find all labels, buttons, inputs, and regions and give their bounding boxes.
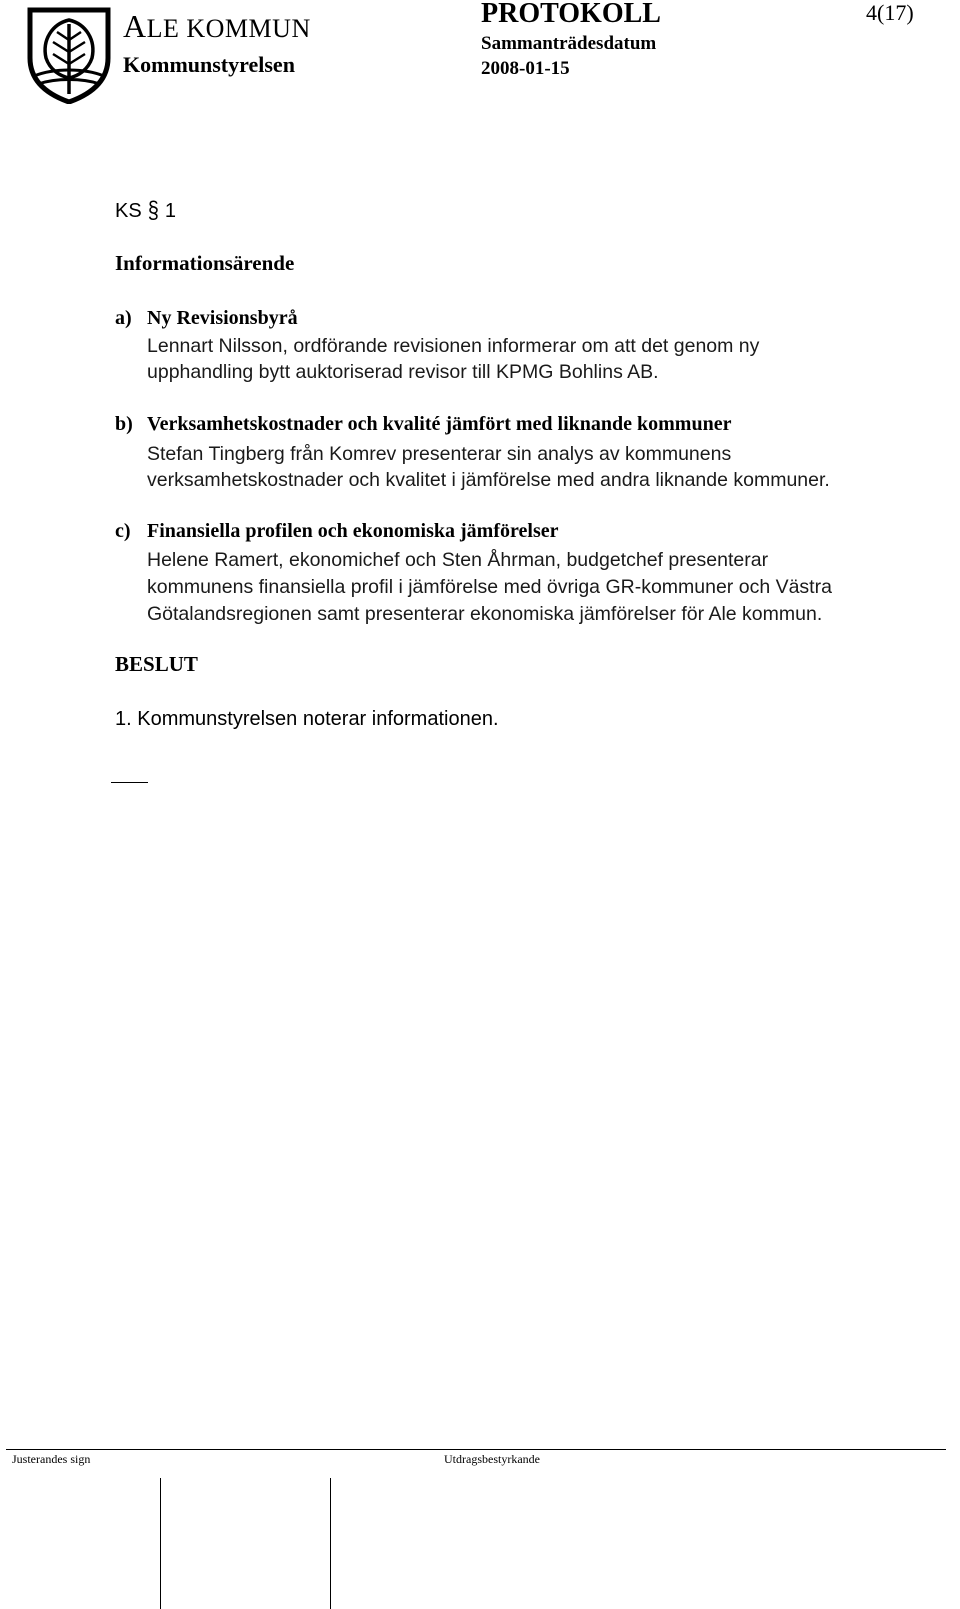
item-a-line-2: upphandling bytt auktoriserad revisor till KPMG Bohlins AB. <box>147 361 659 383</box>
end-of-section-line <box>111 782 148 783</box>
meeting-date: 2008-01-15 <box>481 58 570 79</box>
case-label <box>115 197 176 225</box>
item-b-heading: Verksamhetskostnader och kvalité jämfört med liknande kommuner <box>147 413 732 435</box>
item-b-letter: b) <box>115 413 133 435</box>
decision-item: 1. Kommunstyrelsen noterar informationen. <box>115 708 499 730</box>
section-symbol: § <box>147 197 159 225</box>
municipal-coat-of-arms-logo <box>24 6 114 104</box>
footer-divider <box>6 1449 946 1450</box>
item-c-line-3: Götalandsregionen samt presenterar ekonomiska jämförelser för Ale kommun. <box>147 603 823 625</box>
item-a-letter: a) <box>115 307 132 329</box>
document-type-title: PROTOKOLL <box>481 0 661 29</box>
item-c-heading: Finansiella profilen och ekonomiska jämförelser <box>147 520 559 542</box>
organization-name: ALE KOMMUN <box>123 8 311 44</box>
item-a-heading: Ny Revisionsbyrå <box>147 307 298 329</box>
decision-heading: BESLUT <box>115 652 198 676</box>
meeting-date-label: Sammanträdesdatum <box>481 33 657 54</box>
footer-signature-label: Justerandes sign <box>12 1452 91 1466</box>
item-c-line-1: Helene Ramert, ekonomichef och Sten Åhrman, budgetchef presenterar <box>147 549 769 571</box>
case-title: Informationsärende <box>115 251 295 275</box>
footer-certification-label: Utdragsbestyrkande <box>444 1452 540 1466</box>
item-b-line-1: Stefan Tingberg från Komrev presenterar sin analys av kommunens <box>147 443 732 465</box>
item-c-line-2: kommunens finansiella profil i jämförelse med övriga GR-kommuner och Västra <box>147 576 832 598</box>
signature-box-divider-2 <box>330 1478 331 1609</box>
case-prefix: KS <box>115 200 142 222</box>
page-number: 4(17) <box>866 0 914 25</box>
signature-box-divider-1 <box>160 1478 161 1609</box>
case-number: 1 <box>164 200 176 222</box>
item-c-letter: c) <box>115 520 131 542</box>
item-b-line-2: verksamhetskostnader och kvalitet i jämförelse med andra liknande kommuner. <box>147 469 830 491</box>
organization-subtitle: Kommunstyrelsen <box>123 52 295 77</box>
item-a-line-1: Lennart Nilsson, ordförande revisionen informerar om att det genom ny <box>147 335 760 357</box>
